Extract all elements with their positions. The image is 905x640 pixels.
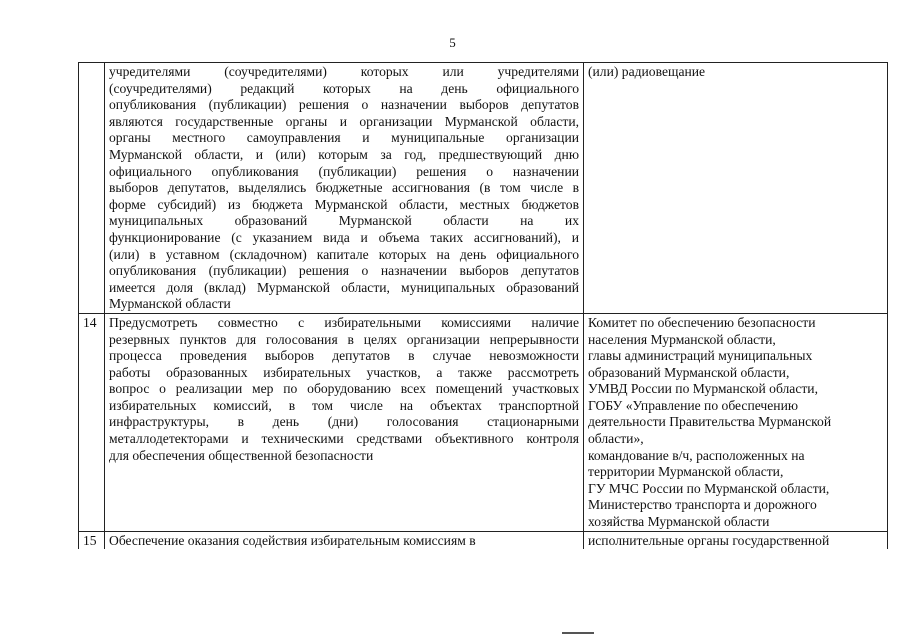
description-line: опубликования (публикации) решения о назначении выборов депутатов xyxy=(109,263,579,279)
measure-description xyxy=(105,313,584,531)
description-line: муниципальных образований Мурманской области на их xyxy=(109,213,579,229)
table-row xyxy=(79,531,888,549)
description-line: учредителями (соучредителями) которых или учредителями xyxy=(109,64,579,79)
responsible-line: главы администраций муниципальных xyxy=(588,348,813,364)
responsible-parties xyxy=(584,63,888,314)
description-line: Предусмотреть совместно с избирательными комиссиями наличие xyxy=(109,314,579,330)
measure-description xyxy=(105,531,584,549)
responsible-parties xyxy=(584,531,888,549)
description-line: Мурманской области, и (или) которым за год, предшествующий дню xyxy=(109,146,579,162)
row-number: 15 xyxy=(79,531,105,549)
description-line: металлодетекторами и техническими средствами объективного контроля xyxy=(109,431,579,447)
description-line: опубликования (публикации) решения о назначении выборов депутатов xyxy=(109,97,579,113)
table-row xyxy=(79,63,888,314)
description-line: резервных пунктов для голосования в целях организации непрерывности xyxy=(109,331,579,347)
bottom-scan-mark xyxy=(562,632,594,634)
description-line: для обеспечения общественной безопасности xyxy=(109,447,374,463)
description-line: работы образованных избирательных участков, а также рассмотреть xyxy=(109,364,579,380)
table-body xyxy=(79,63,888,550)
responsible-line: хозяйства Мурманской области xyxy=(588,514,770,530)
description-line: функционирование (с указанием вида и объема таких ассигнований), и xyxy=(109,229,579,245)
description-line: (или) в уставном (складочном) капитале которых на день официального xyxy=(109,246,579,262)
responsible-line: территории Мурманской области, xyxy=(588,464,784,480)
table-row xyxy=(79,313,888,531)
description-line: форме субсидий) из бюджета Мурманской области, местных бюджетов xyxy=(109,196,579,212)
description-line: Мурманской области xyxy=(109,296,231,312)
responsible-parties xyxy=(584,313,888,531)
description-line: являются государственные органы и организации Мурманской области, xyxy=(109,113,579,129)
description-line: органы местного самоуправления и муниципальные организации xyxy=(109,130,579,146)
responsible-line: Комитет по обеспечению безопасности xyxy=(588,314,816,330)
row-number: 14 xyxy=(79,313,105,531)
responsible-line: командование в/ч, расположенных на xyxy=(588,447,805,463)
description-line: имеется доля (вклад) Мурманской области, муниципальных образований xyxy=(109,279,579,295)
measure-description xyxy=(105,63,584,314)
responsible-line: УМВД России по Мурманской области, xyxy=(588,381,818,397)
description-line: вопрос о реализации мер по оборудованию всех помещений участковых xyxy=(109,381,579,397)
description-line: Обеспечение оказания содействия избирательным комиссиям в xyxy=(109,532,476,548)
measures-table xyxy=(78,62,888,549)
description-line: выборов депутатов, выделялись бюджетные ассигнования (в том числе в xyxy=(109,180,579,196)
responsible-line: населения Мурманской области, xyxy=(588,331,776,347)
responsible-line: деятельности Правительства Мурманской xyxy=(588,414,832,430)
description-line: инфраструктуры, в день (дни) голосования стационарными xyxy=(109,414,579,430)
responsible-line: Министерство транспорта и дорожного xyxy=(588,497,817,513)
responsible-line: ГОБУ «Управление по обеспечению xyxy=(588,397,799,413)
responsible-line: исполнительные органы государственной xyxy=(588,532,830,548)
responsible-line: образований Мурманской области, xyxy=(588,364,790,380)
description-line: избирательных комиссий, в том числе на объектах транспортной xyxy=(109,397,579,413)
description-line: (соучредителями) редакций которых на день официального xyxy=(109,80,579,96)
responsible-line: (или) радиовещание xyxy=(588,64,706,79)
row-number xyxy=(79,63,105,314)
responsible-line: ГУ МЧС России по Мурманской области, xyxy=(588,480,830,496)
page-number: 5 xyxy=(449,35,456,50)
responsible-line: области», xyxy=(588,431,644,447)
description-line: процесса проведения выборов депутатов в случае невозможности xyxy=(109,348,579,364)
description-line: официального опубликования (публикации) решения о назначении xyxy=(109,163,579,179)
